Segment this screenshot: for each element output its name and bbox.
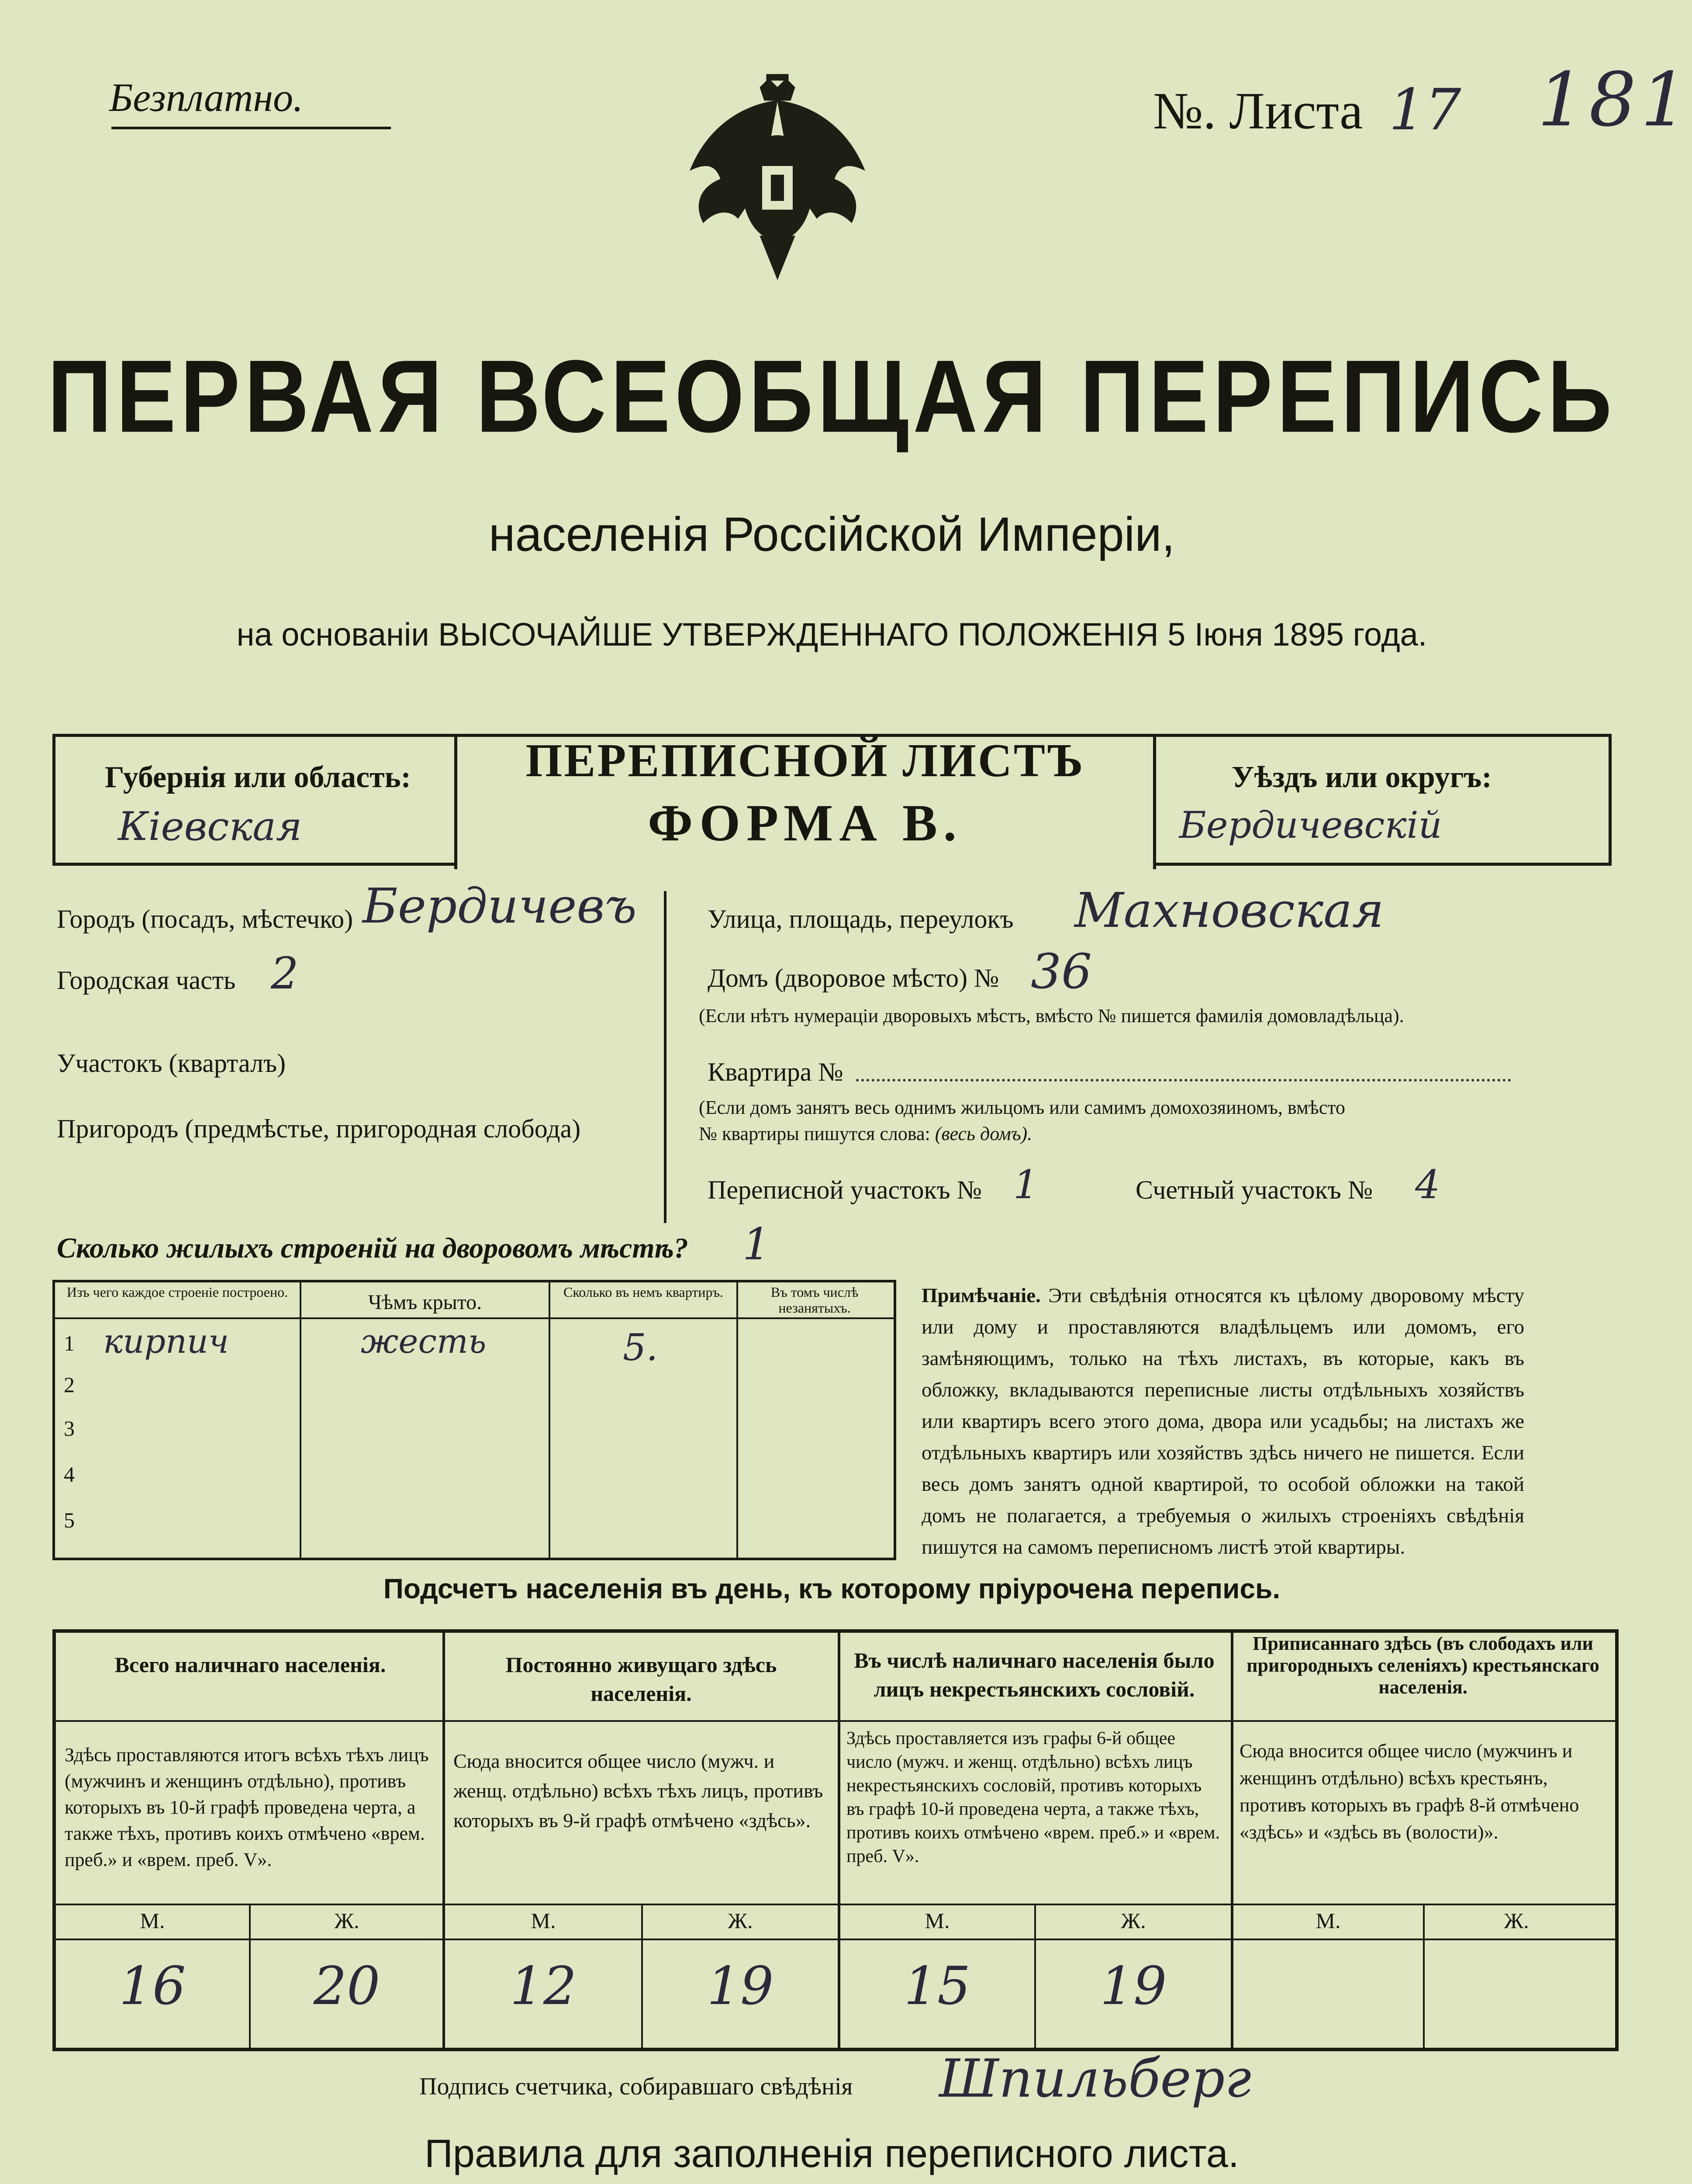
free-label: Безплатно. (109, 75, 304, 120)
female-label: Ж. (728, 1908, 753, 1933)
population-title: Подсчетъ населенія въ день, къ которому пріурочена перепись. (383, 1573, 1281, 1604)
table-row-number: 3 (64, 1416, 75, 1441)
street-label: Улица, площадь, переулокъ (708, 905, 1014, 933)
female-label: Ж. (1504, 1908, 1529, 1933)
count-plot-value: 4 (1415, 1162, 1440, 1208)
street-value: Махновская (1074, 882, 1384, 938)
form-type: ФОРМА В. (648, 794, 963, 852)
suburb-label: Пригородъ (предмѣстье, пригородная слобода) (57, 1114, 581, 1143)
census-plot-value: 1 (1013, 1162, 1039, 1208)
legal-basis: на основаніи ВЫСОЧАЙШЕ УТВЕРЖДЕННАГО ПОЛОЖЕНІЯ 5 Іюня 1895 года. (236, 616, 1427, 653)
building-roof: жесть (361, 1322, 487, 1361)
female-label: Ж. (1121, 1908, 1146, 1933)
apartment-label: Квартира № (708, 1057, 843, 1086)
male-label: М. (1316, 1908, 1341, 1933)
apartment-note-1: (Если домъ занятъ весь однимъ жильцомъ или самимъ домохозяиномъ, вмѣсто (699, 1097, 1345, 1118)
house-value: 36 (1031, 943, 1092, 999)
resident-male-count: 12 (510, 1956, 577, 2017)
guberniya-label: Губернія или область: (105, 760, 411, 794)
city-value: Бердичевъ (363, 878, 637, 934)
population-col-nonpeasant-desc: Здѣсь проставляется изъ графы 6-й общее число (мужч. и женщ. отдѣльно) всѣхъ лицъ некрестьянскихъ сословій, противъ которыхъ въ графѣ 10-й проведена черта, а также тѣхъ, противъ коихъ отмѣчено «врем. преб.» и «врем. преб. V». (846, 1728, 1220, 1866)
signature-label: Подпись счетчика, собиравшаго свѣдѣнія (419, 2073, 853, 2100)
page-subtitle: населенія Россійской Имперіи, (488, 508, 1175, 561)
present-female-count: 20 (313, 1956, 380, 2017)
count-plot-label: Счетный участокъ № (1136, 1175, 1373, 1204)
sheet-number-value: 17 (1389, 76, 1461, 143)
house-note: (Если нѣтъ нумераціи дворовыхъ мѣстъ, вмѣсто № пишется фамилія домовладѣльца). (699, 1005, 1404, 1026)
resident-female-count: 19 (707, 1956, 774, 2017)
sheet-number-label: №. Листа (1153, 82, 1363, 140)
male-label: М. (531, 1908, 556, 1933)
house-label: Домъ (дворовое мѣсто) № (708, 964, 999, 992)
apartment-note-2: № квартиры пишутся слова: (весь домъ). (699, 1123, 1032, 1144)
imperial-eagle-icon (681, 74, 874, 284)
city-part-label: Городская часть (57, 966, 236, 995)
population-col-present-head: Всего наличнаго населенія. (114, 1652, 386, 1677)
precinct-label: Участокъ (кварталъ) (57, 1049, 286, 1078)
buildings-col-vacant: Въ томъ числѣ незанятыхъ. (770, 1284, 859, 1316)
buildings-question: Сколько жилыхъ строеній на дворовомъ мѣстѣ? (57, 1232, 688, 1264)
form-heading: ПЕРЕПИСНОЙ ЛИСТЪ (525, 735, 1085, 787)
buildings-note: Примѣчаніе. Эти свѣдѣнія относятся къ цѣлому дворовому мѣсту или дому и проставляются владѣльцемъ или домомъ, его замѣняющимъ, только на тѣхъ листахъ, въ которые, какъ въ обложку, вкладываются переписные листы отдѣльныхъ хозяйствъ или квартиръ всего этого дома, двора или усадьбы; на листахъ же отдѣльныхъ квартиръ или хозяйствъ здѣсь ничего не пишется. Если весь домъ занятъ одной квартирой, то особой обложки на такой домъ не полагается, а требуемыя о жилыхъ строеніяхъ свѣдѣнія пишутся на самомъ переписномъ листѣ этой квартиры. (922, 1284, 1524, 1559)
buildings-answer: 1 (742, 1219, 770, 1270)
table-row-number: 1 (64, 1331, 75, 1355)
table-row-number: 5 (64, 1508, 75, 1532)
nonpeasant-female-count: 19 (1100, 1956, 1167, 2017)
population-col-peasant-desc: Сюда вносится общее число (мужчинъ и женщинъ отдѣльно) всѣхъ крестьянъ, противъ которыхъ въ графѣ 8-й отмѣчено «здѣсь» и «здѣсь въ (волости)». (1240, 1740, 1579, 1843)
table-row-number: 2 (64, 1372, 75, 1397)
archive-number: 181 (1537, 57, 1692, 143)
buildings-table (52, 1280, 896, 1560)
buildings-col-roof: Чѣмъ крыто. (368, 1291, 482, 1314)
male-label: М. (140, 1908, 165, 1933)
building-apartments: 5. (623, 1326, 658, 1369)
nonpeasant-male-count: 15 (904, 1956, 971, 2017)
population-col-present-desc: Здѣсь проставляются итогъ всѣхъ тѣхъ лицъ (мужчинъ и женщинъ отдѣльно), противъ которыхъ въ 10-й графѣ проведена черта, а также тѣхъ, противъ коихъ отмѣчено «врем. преб.» и «врем. преб. V». (65, 1744, 429, 1870)
population-col-resident-desc: Сюда вносится общее число (мужч. и женщ. отдѣльно) всѣхъ тѣхъ лицъ, противъ которыхъ въ 9-й графѣ отмѣчено «здѣсь». (453, 1750, 823, 1832)
population-col-peasant-head: Приписаннаго здѣсь (въ слободахъ или пригородныхъ селеніяхъ) крестьянскаго населенія. (1247, 1633, 1599, 1698)
census-plot-label: Переписной участокъ № (708, 1175, 982, 1204)
buildings-col-apartments: Сколько въ немъ квартиръ. (563, 1284, 723, 1300)
population-table (52, 1629, 1619, 2051)
page-title: ПЕРВАЯ ВСЕОБЩАЯ ПЕРЕПИСЬ (47, 339, 1616, 454)
table-row-number: 4 (64, 1462, 75, 1486)
buildings-col-material: Изъ чего каждое строеніе построено. (66, 1284, 288, 1300)
female-label: Ж. (334, 1908, 359, 1933)
city-label: Городъ (посадъ, мѣстечко) (57, 905, 353, 933)
guberniya-value: Кіевская (118, 804, 302, 850)
population-col-nonpeasant-head: Въ числѣ наличнаго населенія было лицъ некрестьянскихъ сословій. (854, 1648, 1215, 1701)
present-male-count: 16 (119, 1956, 186, 2017)
uezd-value: Бердичевскій (1179, 804, 1442, 847)
uezd-label: Уѣздъ или округъ: (1232, 760, 1492, 794)
rules-title: Правила для заполненія переписного листа. (425, 2132, 1239, 2176)
male-label: М. (925, 1908, 950, 1933)
population-col-resident-head: Постоянно живущаго здѣсь населенія. (505, 1652, 777, 1706)
city-part-value: 2 (271, 948, 299, 999)
enumerator-signature: Шпильберг (939, 2049, 1251, 2109)
building-material: кирпич (103, 1322, 229, 1361)
